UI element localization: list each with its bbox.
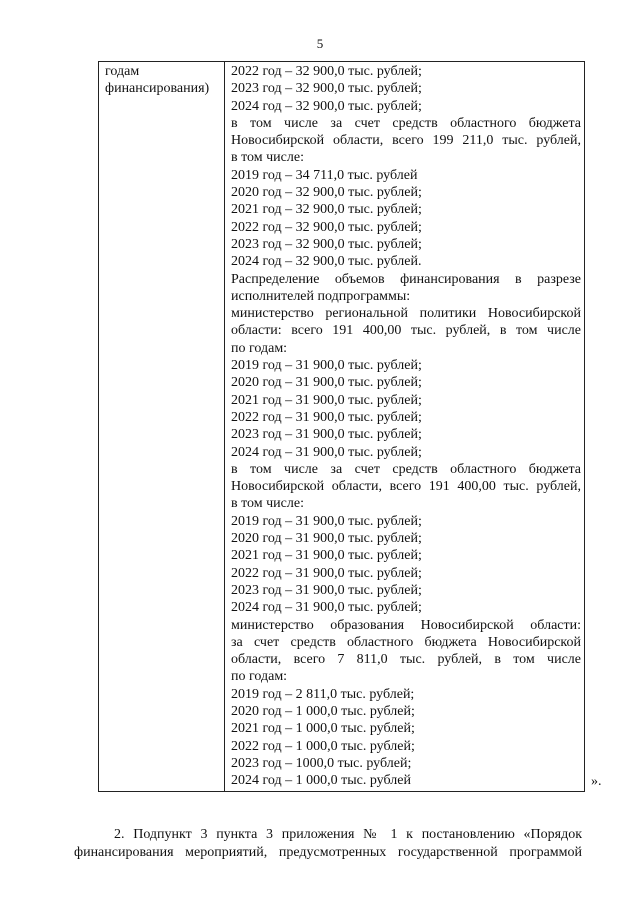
right-cell-line: 2021 год – 31 900,0 тыс. рублей; (231, 392, 422, 408)
right-cell-line: 2020 год – 31 900,0 тыс. рублей; (231, 375, 422, 391)
table-right-cell (231, 63, 581, 789)
right-cell-line: 2024 год – 32 900,0 тыс. рублей. (231, 254, 422, 270)
right-cell-line: Новосибирской области, всего 199 211,0 тыс. рублей, (231, 133, 581, 149)
closing-quote: ». (591, 774, 602, 789)
right-cell-line: Распределение объемов финансирования в разрезе (231, 271, 581, 287)
right-cell-line: 2022 год – 31 900,0 тыс. рублей; (231, 409, 422, 425)
paragraph-line-1: 2. Подпункт 3 пункта 3 приложения № 1 к постановлению «Порядок (114, 827, 582, 842)
right-cell-line: 2024 год – 31 900,0 тыс. рублей; (231, 600, 422, 616)
right-cell-line: 2019 год – 34 711,0 тыс. рублей (231, 167, 418, 183)
right-cell-line: 2022 год – 31 900,0 тыс. рублей; (231, 565, 422, 581)
right-cell-line: 2021 год – 1 000,0 тыс. рублей; (231, 721, 415, 737)
left-cell-line: финансирования) (105, 81, 210, 97)
right-cell-line: 2020 год – 32 900,0 тыс. рублей; (231, 185, 422, 201)
right-cell-line: 2022 год – 32 900,0 тыс. рублей; (231, 64, 422, 79)
left-cell-line: годам (105, 64, 140, 79)
right-cell-line: области: всего 191 400,00 тыс. рублей, в том числе (231, 323, 581, 339)
financing-table (98, 61, 585, 792)
right-cell-line: по годам: (231, 669, 288, 685)
right-cell-line: 2024 год – 1 000,0 тыс. рублей (231, 773, 411, 789)
right-cell-line: в том числе: (231, 150, 304, 166)
right-cell-line: Новосибирской области, всего 191 400,00 тыс. рублей, (231, 479, 581, 495)
right-cell-line: по годам: (231, 340, 288, 356)
page-number: 5 (316, 36, 324, 51)
right-cell-line: 2024 год – 31 900,0 тыс. рублей; (231, 444, 422, 460)
right-cell-line: 2021 год – 31 900,0 тыс. рублей; (231, 548, 422, 564)
right-cell-line: 2023 год – 31 900,0 тыс. рублей; (231, 427, 422, 443)
right-cell-line: министерство образования Новосибирской области: (231, 617, 581, 633)
right-cell-line: области, всего 7 811,0 тыс. рублей, в том числе (231, 652, 581, 668)
right-cell-line: министерство региональной политики Новосибирской (231, 306, 581, 322)
right-cell-line: 2023 год – 32 900,0 тыс. рублей; (231, 81, 422, 97)
right-cell-line: исполнителей подпрограммы: (231, 288, 411, 304)
right-cell-line: 2023 год – 31 900,0 тыс. рублей; (231, 582, 422, 598)
right-cell-line: 2024 год – 32 900,0 тыс. рублей; (231, 98, 422, 114)
right-cell-line: в том числе за счет средств областного бюджета (231, 115, 581, 131)
right-cell-line: 2019 год – 2 811,0 тыс. рублей; (231, 686, 415, 702)
right-cell-line: 2019 год – 31 900,0 тыс. рублей; (231, 358, 422, 374)
right-cell-line: 2023 год – 1000,0 тыс. рублей; (231, 755, 412, 771)
right-cell-line: в том числе: (231, 496, 304, 512)
paragraph-line-2: финансирования мероприятий, предусмотренных государственной программой (74, 845, 582, 860)
right-cell-line: 2021 год – 32 900,0 тыс. рублей; (231, 202, 422, 218)
table-left-cell (105, 63, 223, 98)
right-cell-line: за счет средств областного бюджета Новосибирской (231, 634, 581, 650)
right-cell-line: 2023 год – 32 900,0 тыс. рублей; (231, 236, 422, 252)
right-cell-line: 2020 год – 1 000,0 тыс. рублей; (231, 703, 415, 719)
right-cell-line: 2019 год – 31 900,0 тыс. рублей; (231, 513, 422, 529)
right-cell-line: 2020 год – 31 900,0 тыс. рублей; (231, 531, 422, 547)
right-cell-line: 2022 год – 32 900,0 тыс. рублей; (231, 219, 422, 235)
table-column-divider (224, 62, 225, 791)
right-cell-line: 2022 год – 1 000,0 тыс. рублей; (231, 738, 415, 754)
right-cell-line: в том числе за счет средств областного бюджета (231, 461, 581, 477)
